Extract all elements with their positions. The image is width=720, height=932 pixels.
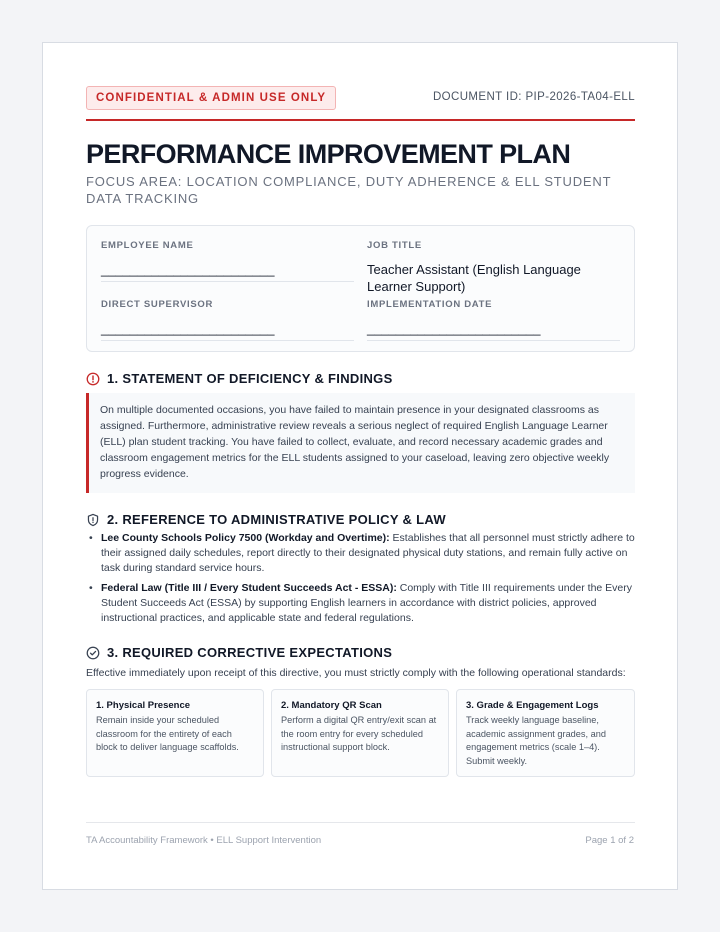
employee-name-label: EMPLOYEE NAME	[101, 240, 194, 251]
employee-name-value: ________________________	[101, 261, 354, 282]
card-title: 3. Grade & Engagement Logs	[466, 700, 599, 711]
policy-item-title: Lee County Schools Policy 7500 (Workday and Overtime):	[101, 532, 390, 544]
section-3-heading	[86, 645, 392, 660]
implementation-date-label: IMPLEMENTATION DATE	[367, 299, 493, 310]
bullet-icon: •	[89, 582, 93, 594]
section-1-title: 1. STATEMENT OF DEFICIENCY & FINDINGS	[107, 371, 393, 386]
document-page	[42, 42, 678, 890]
deficiency-statement: On multiple documented occasions, you have failed to maintain presence in your designated classrooms as assigned. Furthermore, administrative review reveals a serious neglect of required English Language Learner (ELL) plan student tracking. You have failed to collect, evaluate, and record necessary academic grades and classroom engagement metrics for the ELL students assigned to your caseload, leaving zero objective weekly progress evidence.	[86, 393, 635, 493]
expectation-card-physical-presence	[86, 689, 264, 777]
supervisor-field	[101, 299, 354, 341]
bullet-icon: •	[89, 532, 93, 544]
section-1-heading	[86, 371, 393, 386]
section-2-heading	[86, 512, 446, 527]
alert-circle-icon	[86, 372, 100, 386]
expectations-intro: Effective immediately upon receipt of this directive, you must strictly comply with the following operational standards:	[86, 667, 626, 679]
implementation-date-field	[367, 299, 620, 341]
policy-item-title: Federal Law (Title III / Every Student Succeeds Act - ESSA):	[101, 582, 397, 594]
card-description: Track weekly language baseline, academic assignment grades, and engagement metrics (scale 1–4). Submit weekly.	[466, 715, 606, 766]
footer-divider	[86, 822, 635, 823]
confidential-badge: CONFIDENTIAL & ADMIN USE ONLY	[86, 86, 336, 110]
card-title: 1. Physical Presence	[96, 700, 191, 711]
job-title-label: JOB TITLE	[367, 240, 422, 251]
expectation-card-grade-logs	[456, 689, 635, 777]
policy-item-text: Comply with Title III requirements under the Every Student Succeeds Act (ESSA) by supporting English learners in accordance with district policies, approved instructional practices, and applicable state and federal regulations.	[101, 582, 633, 624]
document-subtitle: FOCUS AREA: LOCATION COMPLIANCE, DUTY ADHERENCE & ELL STUDENT DATA TRACKING	[86, 174, 612, 206]
policy-item	[86, 531, 635, 576]
check-circle-icon	[86, 646, 100, 660]
document-id: DOCUMENT ID: PIP-2026-TA04-ELL	[432, 91, 635, 103]
shield-icon	[86, 513, 100, 527]
job-title-value: Teacher Assistant (English Language Learner Support)	[367, 262, 581, 294]
supervisor-label: DIRECT SUPERVISOR	[101, 299, 214, 310]
expectation-cards	[86, 689, 635, 777]
expectation-card-qr-scan	[271, 689, 449, 777]
employee-name-field	[101, 240, 354, 282]
page-number: Page 1 of 2	[585, 835, 634, 846]
section-2-title: 2. REFERENCE TO ADMINISTRATIVE POLICY & LAW	[107, 512, 446, 527]
footer-framework: TA Accountability Framework • ELL Support Intervention	[86, 835, 322, 846]
card-title: 2. Mandatory QR Scan	[281, 700, 382, 711]
implementation-date-value: ________________________	[367, 320, 620, 341]
job-title-field	[367, 240, 620, 298]
document-title: PERFORMANCE IMPROVEMENT PLAN	[86, 139, 571, 169]
card-description: Perform a digital QR entry/exit scan at the room entry for every scheduled instructional support block.	[281, 715, 437, 752]
policy-list	[86, 531, 635, 631]
document-header	[86, 86, 635, 110]
header-divider	[86, 119, 635, 121]
employee-info-box	[86, 225, 635, 352]
policy-item-text: Establishes that all personnel must strictly adhere to their assigned daily schedules, report directly to their designated physical duty stations, and remain fully active on task during standard service hours.	[101, 532, 635, 574]
section-3-title: 3. REQUIRED CORRECTIVE EXPECTATIONS	[107, 645, 393, 660]
policy-item	[86, 581, 635, 626]
card-description: Remain inside your scheduled classroom for the entirety of each block to deliver language scaffolds.	[96, 715, 239, 752]
supervisor-value: ________________________	[101, 320, 354, 341]
